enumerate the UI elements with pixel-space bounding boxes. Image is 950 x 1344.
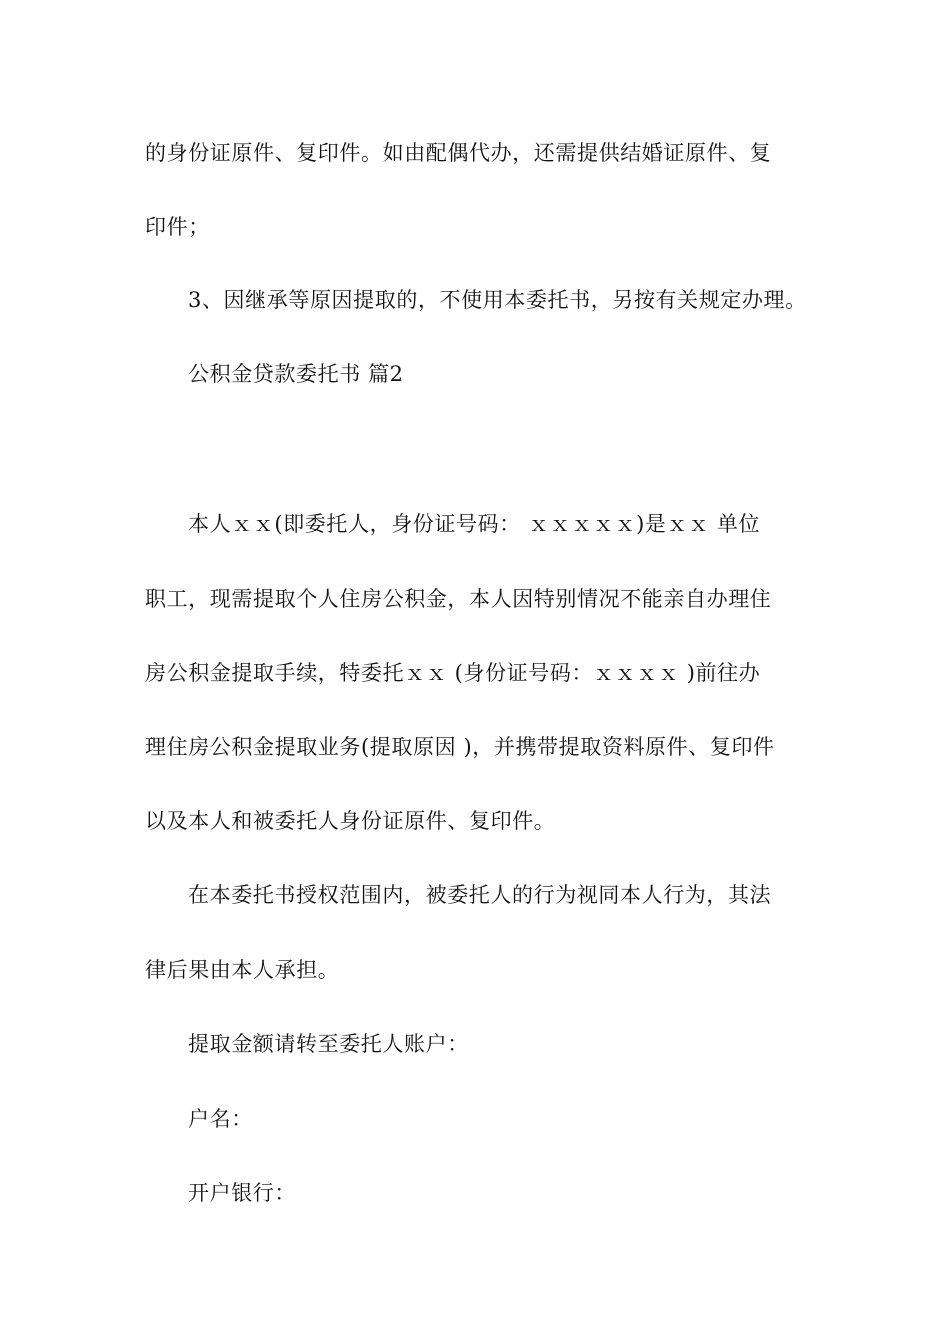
paragraph-line: 律后果由本人承担。 (145, 958, 340, 982)
paragraph-line: 3、因继承等原因提取的，不使用本委托书，另按有关规定办理。 (188, 288, 807, 312)
paragraph-line: 的身份证原件、复印件。如由配偶代办，还需提供结婚证原件、复 (145, 141, 772, 165)
paragraph-line: 印件； (145, 215, 210, 239)
paragraph-line: 房公积金提取手续，特委托ｘｘ (身份证号码：ｘｘｘｘ )前往办 (145, 661, 761, 685)
field-label-bank: 开户银行： (188, 1181, 296, 1205)
paragraph-line: 以及本人和被委托人身份证原件、复印件。 (145, 809, 556, 833)
paragraph-line: 理住房公积金提取业务(提取原因 )，并携带提取资料原件、复印件 (145, 735, 775, 759)
paragraph-line: 职工，现需提取个人住房公积金，本人因特别情况不能亲自办理住 (145, 587, 772, 611)
paragraph-line: 在本委托书授权范围内，被委托人的行为视同本人行为，其法 (188, 883, 772, 907)
field-label-account-name: 户名： (188, 1107, 253, 1131)
paragraph-line: 提取金额请转至委托人账户： (188, 1032, 469, 1056)
paragraph-line: 本人ｘｘ(即委托人，身份证号码： ｘｘｘｘｘ)是ｘｘ 单位 (188, 512, 761, 536)
section-title: 公积金贷款委托书 篇2 (188, 362, 404, 386)
